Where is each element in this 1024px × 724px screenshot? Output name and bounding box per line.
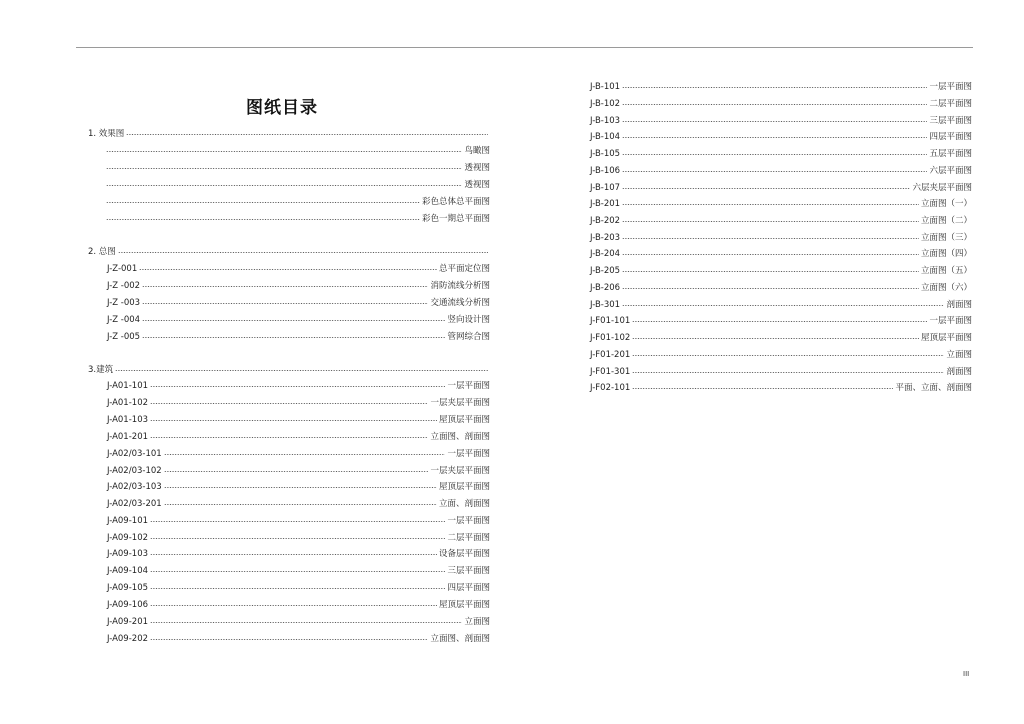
entry-code: 1. 效果图: [88, 129, 125, 139]
toc-entry: [107, 446, 490, 462]
entry-code: J-B-201: [590, 199, 621, 209]
entry-code: J-B-106: [590, 166, 621, 176]
toc-entry: [107, 412, 490, 428]
toc-entry: [104, 143, 490, 159]
toc-entry: [88, 362, 490, 378]
dot-leader: [164, 485, 437, 489]
entry-label: 管网综合图: [447, 332, 490, 342]
entry-code: J-F02-101: [590, 383, 631, 393]
entry-label: 一层平面图: [929, 82, 972, 92]
dot-leader: [164, 502, 437, 506]
toc-entry: [590, 364, 972, 380]
entry-label: 一层平面图: [447, 516, 490, 526]
toc-entry: [107, 261, 490, 277]
entry-code: J-Z -002: [107, 281, 141, 291]
entry-code: J-A01-102: [107, 398, 149, 408]
entry-label: 六层平面图: [929, 166, 972, 176]
toc-entry: [107, 463, 490, 479]
dot-leader: [164, 452, 446, 456]
entry-label: 透视图: [464, 163, 490, 173]
entry-code: J-A01-101: [107, 381, 149, 391]
entry-label: 一层平面图: [929, 316, 972, 326]
dot-leader: [106, 217, 420, 221]
entry-label: 立面、剖面图: [438, 499, 490, 509]
toc-entry: [590, 129, 972, 145]
entry-code: J-B-205: [590, 266, 621, 276]
toc-entry: [107, 614, 490, 630]
dot-leader: [115, 368, 488, 372]
entry-label: 立面图（三）: [920, 233, 972, 243]
toc-entry: [590, 180, 972, 196]
toc-entry: [590, 330, 972, 346]
entry-label: 彩色一期总平面图: [421, 214, 490, 224]
entry-code: J-A02/03-201: [107, 499, 162, 509]
entry-label: 立面图（四）: [920, 249, 972, 259]
entry-code: J-A09-103: [107, 549, 149, 559]
dot-leader: [622, 169, 927, 173]
entry-code: J-B-102: [590, 99, 621, 109]
dot-leader: [142, 301, 428, 305]
toc-entry: [590, 213, 972, 229]
entry-label: 鸟瞰图: [464, 146, 490, 156]
toc-entry: [590, 163, 972, 179]
entry-code: J-A09-105: [107, 583, 149, 593]
dot-leader: [622, 202, 919, 206]
entry-label: 一层平面图: [447, 381, 490, 391]
toc-entry: [107, 278, 490, 294]
entry-label: 三层平面图: [929, 116, 972, 126]
entry-code: J-B-103: [590, 116, 621, 126]
toc-entry: [590, 280, 972, 296]
entry-label: 立面图: [464, 617, 490, 627]
entry-code: J-B-101: [590, 82, 621, 92]
toc-entry: [107, 563, 490, 579]
toc-entry: [590, 297, 972, 313]
page-number: III: [963, 670, 970, 678]
entry-label: 剖面图: [946, 300, 972, 310]
dot-leader: [150, 384, 445, 388]
toc-entry: [590, 263, 972, 279]
entry-label: 屋顶层平面图: [438, 415, 490, 425]
entry-code: J-B-105: [590, 149, 621, 159]
entry-label: 立面图（五）: [920, 266, 972, 276]
toc-entry: [104, 177, 490, 193]
entry-label: 立面图（二）: [920, 216, 972, 226]
entry-code: J-B-107: [590, 183, 621, 193]
entry-label: 一层平面图: [447, 449, 490, 459]
entry-label: 一层夹层平面图: [430, 398, 490, 408]
toc-entry: [107, 378, 490, 394]
toc-entry: [590, 246, 972, 262]
toc-entry: [107, 580, 490, 596]
dot-leader: [106, 183, 462, 187]
toc-entry: [107, 631, 490, 647]
dot-leader: [632, 370, 944, 374]
entry-label: 消防流线分析图: [430, 281, 490, 291]
entry-label: 交通流线分析图: [430, 298, 490, 308]
dot-leader: [622, 119, 927, 123]
dot-leader: [150, 603, 437, 607]
entry-label: 设备层平面图: [438, 549, 490, 559]
dot-leader: [622, 152, 927, 156]
entry-code: J-Z-001: [107, 264, 138, 274]
toc-entry: [590, 146, 972, 162]
toc-entry: [590, 79, 972, 95]
dot-leader: [150, 519, 445, 523]
entry-code: J-A09-106: [107, 600, 149, 610]
toc-entry: [88, 126, 490, 142]
toc-entry: [107, 530, 490, 546]
entry-label: 二层平面图: [447, 533, 490, 543]
entry-code: J-B-203: [590, 233, 621, 243]
toc-entry: [590, 113, 972, 129]
dot-leader: [622, 135, 927, 139]
entry-code: J-A01-201: [107, 432, 149, 442]
dot-leader: [150, 435, 428, 439]
entry-label: 屋顶层平面图: [438, 600, 490, 610]
entry-code: J-B-204: [590, 249, 621, 259]
dot-leader: [150, 418, 437, 422]
toc-entry: [107, 479, 490, 495]
entry-code: 2. 总图: [88, 247, 116, 257]
dot-leader: [126, 132, 488, 136]
dot-leader: [142, 284, 428, 288]
entry-label: 立面图: [946, 350, 972, 360]
dot-leader: [622, 85, 927, 89]
toc-entry: [590, 313, 972, 329]
entry-code: J-A09-202: [107, 634, 149, 644]
dot-leader: [622, 236, 919, 240]
entry-code: J-F01-201: [590, 350, 631, 360]
dot-leader: [106, 149, 462, 153]
toc-entry: [590, 380, 972, 396]
toc-entry: [590, 230, 972, 246]
toc-entry: [590, 196, 972, 212]
entry-code: J-F01-101: [590, 316, 631, 326]
dot-leader: [106, 166, 462, 170]
toc-entry: [88, 244, 490, 260]
entry-code: J-A02/03-102: [107, 466, 162, 476]
toc-entry: [107, 546, 490, 562]
entry-code: J-B-206: [590, 283, 621, 293]
entry-label: 透视图: [464, 180, 490, 190]
entry-code: J-A01-103: [107, 415, 149, 425]
toc-entry: [104, 194, 490, 210]
toc-entry: [107, 496, 490, 512]
entry-code: J-A09-104: [107, 566, 149, 576]
dot-leader: [142, 318, 445, 322]
entry-code: J-A02/03-103: [107, 482, 162, 492]
toc-entry: [107, 395, 490, 411]
entry-label: 立面图、剖面图: [430, 432, 490, 442]
entry-label: 立面图、剖面图: [430, 634, 490, 644]
entry-label: 二层平面图: [929, 99, 972, 109]
entry-label: 立面图（一）: [920, 199, 972, 209]
toc-entry: [107, 329, 490, 345]
entry-code: 3.建筑: [88, 365, 114, 375]
entry-code: J-Z -003: [107, 298, 141, 308]
entry-label: 四层平面图: [929, 132, 972, 142]
dot-leader: [118, 250, 488, 254]
entry-label: 总平面定位图: [438, 264, 490, 274]
entry-label: 一层夹层平面图: [430, 466, 490, 476]
toc-entry: [590, 347, 972, 363]
dot-leader: [622, 102, 927, 106]
dot-leader: [150, 620, 462, 624]
entry-code: J-A09-201: [107, 617, 149, 627]
dot-leader: [632, 319, 927, 323]
entry-code: J-F01-301: [590, 367, 631, 377]
entry-label: 四层平面图: [447, 583, 490, 593]
entry-code: J-B-202: [590, 216, 621, 226]
entry-label: 屋顶层平面图: [920, 333, 972, 343]
dot-leader: [150, 586, 445, 590]
header-rule: [76, 47, 973, 48]
toc-entry: [104, 211, 490, 227]
dot-leader: [622, 252, 919, 256]
entry-label: 竖向设计图: [447, 315, 490, 325]
entry-label: 屋顶层平面图: [438, 482, 490, 492]
entry-label: 剖面图: [946, 367, 972, 377]
entry-label: 立面图（六）: [920, 283, 972, 293]
dot-leader: [150, 637, 428, 641]
entry-code: J-F01-102: [590, 333, 631, 343]
dot-leader: [632, 353, 944, 357]
entry-code: J-Z -005: [107, 332, 141, 342]
dot-leader: [632, 336, 919, 340]
dot-leader: [150, 552, 437, 556]
toc-entry: [104, 160, 490, 176]
entry-label: 彩色总体总平面图: [421, 197, 490, 207]
dot-leader: [622, 269, 919, 273]
dot-leader: [622, 186, 910, 190]
toc-entry: [590, 96, 972, 112]
entry-label: 六层夹层平面图: [912, 183, 972, 193]
entry-code: J-Z -004: [107, 315, 141, 325]
dot-leader: [632, 386, 893, 390]
dot-leader: [622, 219, 919, 223]
entry-label: 五层平面图: [929, 149, 972, 159]
entry-label: 平面、立面、剖面图: [895, 383, 972, 393]
dot-leader: [622, 303, 944, 307]
entry-label: 三层平面图: [447, 566, 490, 576]
dot-leader: [164, 469, 429, 473]
dot-leader: [139, 267, 437, 271]
entry-code: J-B-104: [590, 132, 621, 142]
entry-code: J-A09-102: [107, 533, 149, 543]
entry-code: J-B-301: [590, 300, 621, 310]
dot-leader: [150, 401, 428, 405]
entry-code: J-A09-101: [107, 516, 149, 526]
dot-leader: [150, 569, 445, 573]
entry-code: J-A02/03-101: [107, 449, 162, 459]
toc-entry: [107, 513, 490, 529]
dot-leader: [142, 335, 445, 339]
toc-entry: [107, 429, 490, 445]
dot-leader: [150, 536, 445, 540]
dot-leader: [622, 286, 919, 290]
page-title: 图纸目录: [246, 98, 318, 118]
dot-leader: [106, 200, 420, 204]
toc-entry: [107, 597, 490, 613]
toc-entry: [107, 295, 490, 311]
toc-entry: [107, 312, 490, 328]
